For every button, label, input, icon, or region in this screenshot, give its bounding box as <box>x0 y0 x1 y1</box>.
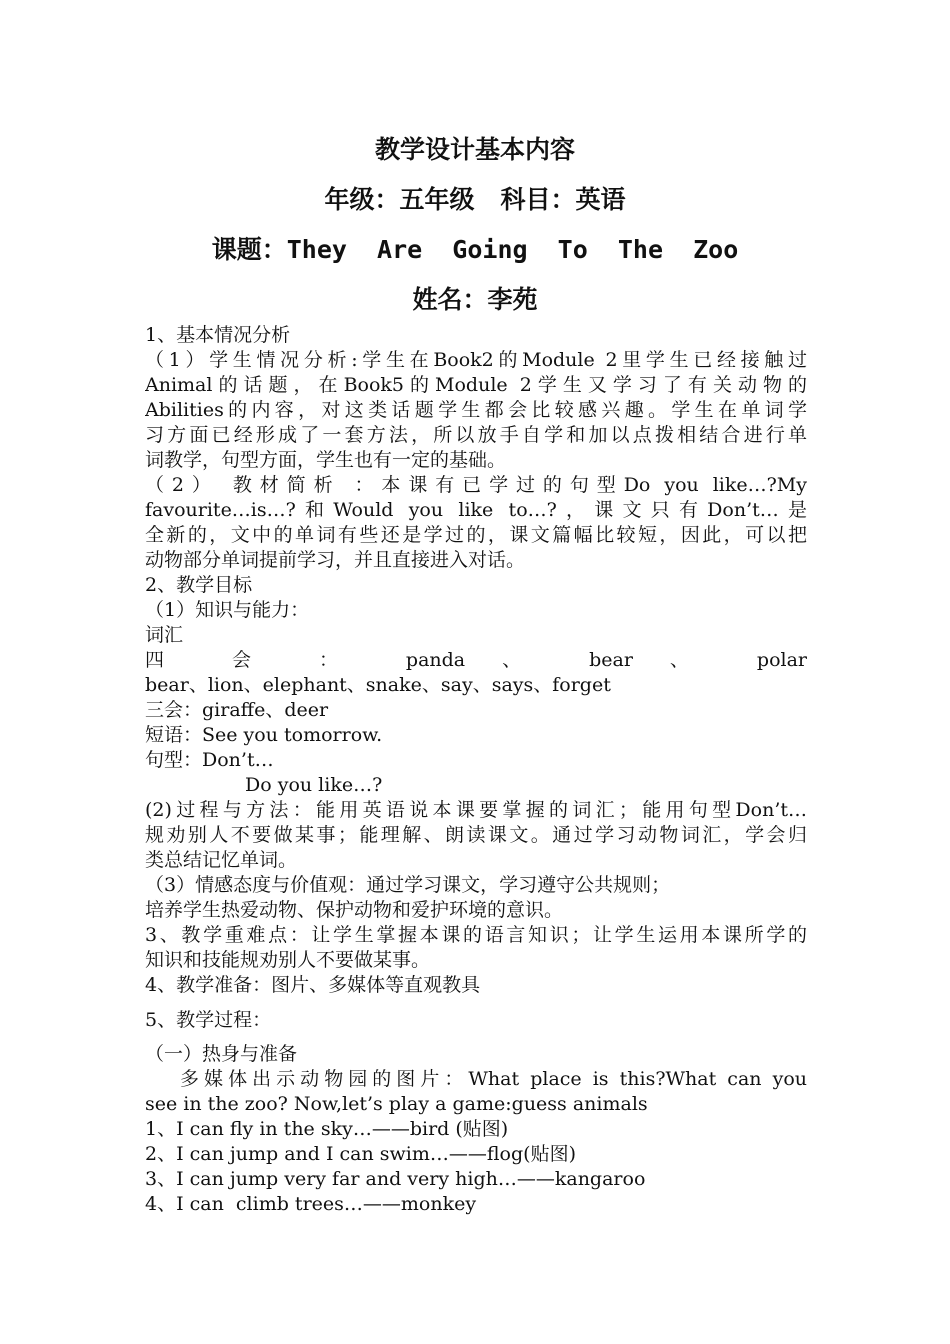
game-item: 1、I can fly in the sky…——bird (贴图) <box>145 1118 509 1140</box>
paragraph-line: see in the zoo? Now,let’s play a game:guess animals <box>145 1093 648 1115</box>
paragraph-line: 词教学，句型方面，学生也有一定的基础。 <box>145 449 507 471</box>
paragraph-line: （3）情感态度与价值观：通过学习课文，学习遵守公共规则； <box>145 874 671 896</box>
vocabulary-label: 词汇 <box>145 624 184 646</box>
vocabulary-line: 四 会 ： panda 、 bear 、 polar <box>145 649 807 671</box>
game-item: 2、I can jump and I can swim…——flog(贴图) <box>145 1143 576 1165</box>
phrase-line: 短语：See you tomorrow. <box>145 724 383 746</box>
subsection-heading: （1）知识与能力： <box>145 599 310 621</box>
paragraph-line: 培养学生热爱动物、保护动物和爱护环境的意识。 <box>145 899 564 921</box>
document-body <box>145 323 807 1217</box>
document-title: 教学设计基本内容 <box>374 135 575 164</box>
game-item: 3、I can jump very far and very high…——kangaroo <box>145 1168 646 1190</box>
grade-subject-line: 年级：五年级 科目：英语 <box>324 185 626 214</box>
paragraph-line: Abilities的内容，对这类话题学生都会比较感兴趣。学生在单词学 <box>145 399 807 421</box>
section-heading: 3、教学重难点：让学生掌握本课的语言知识；让学生运用本课所学的 <box>145 924 807 946</box>
paragraph-line: Animal的话题，在Book5的Module 2学生又学习了有关动物的 <box>145 374 807 396</box>
paragraph-line: 全新的，文中的单词有些还是学过的，课文篇幅比较短，因此，可以把 <box>145 524 807 546</box>
sentence-pattern-line: Do you like…? <box>245 774 383 796</box>
topic-label: 课题： <box>211 235 287 264</box>
vocabulary-line: bear、lion、elephant、snake、say、says、forget <box>145 674 611 696</box>
paragraph-line: 多媒体出示动物园的图片：What place is this?What can you <box>180 1068 807 1090</box>
paragraph-line: 知识和技能规劝别人不要做某事。 <box>145 949 431 971</box>
section-heading: 4、教学准备：图片、多媒体等直观教具 <box>145 974 481 996</box>
paragraph-line: 习方面已经形成了一套方法，所以放手自学和加以点拨相结合进行单 <box>145 424 807 446</box>
topic-title: They Are Going To The Zoo <box>286 235 739 264</box>
paragraph-line: 动物部分单词提前学习，并且直接进入对话。 <box>145 549 526 571</box>
game-item: 4、I can climb trees…——monkey <box>145 1193 477 1215</box>
vocabulary-line: 三会：giraffe、deer <box>145 699 329 721</box>
paragraph-line: favourite…is…?和Would you like to…?，课文只有Don’t…是 <box>145 499 807 521</box>
subsection-heading: （一）热身与准备 <box>145 1043 298 1065</box>
section-heading: 5、教学过程： <box>145 1009 272 1031</box>
paragraph-line: (2)过程与方法：能用英语说本课要掌握的词汇；能用句型Don’t… <box>145 799 807 821</box>
paragraph-line: 规劝别人不要做某事；能理解、朗读课文。通过学习动物词汇，学会归 <box>145 824 807 846</box>
section-heading: 1、基本情况分析 <box>145 324 291 346</box>
author-name-line: 姓名：李苑 <box>412 285 538 314</box>
sentence-pattern-line: 句型：Don’t… <box>145 749 274 771</box>
lesson-topic-line <box>0 235 950 265</box>
paragraph-line: （1）学生情况分析:学生在Book2的Module 2里学生已经接触过 <box>145 349 807 371</box>
paragraph-line: 类总结记忆单词。 <box>145 849 298 871</box>
paragraph-line: （2） 教材简析 ：本课有已学过的句型Do you like…?My <box>145 474 807 496</box>
section-heading: 2、教学目标 <box>145 574 253 596</box>
